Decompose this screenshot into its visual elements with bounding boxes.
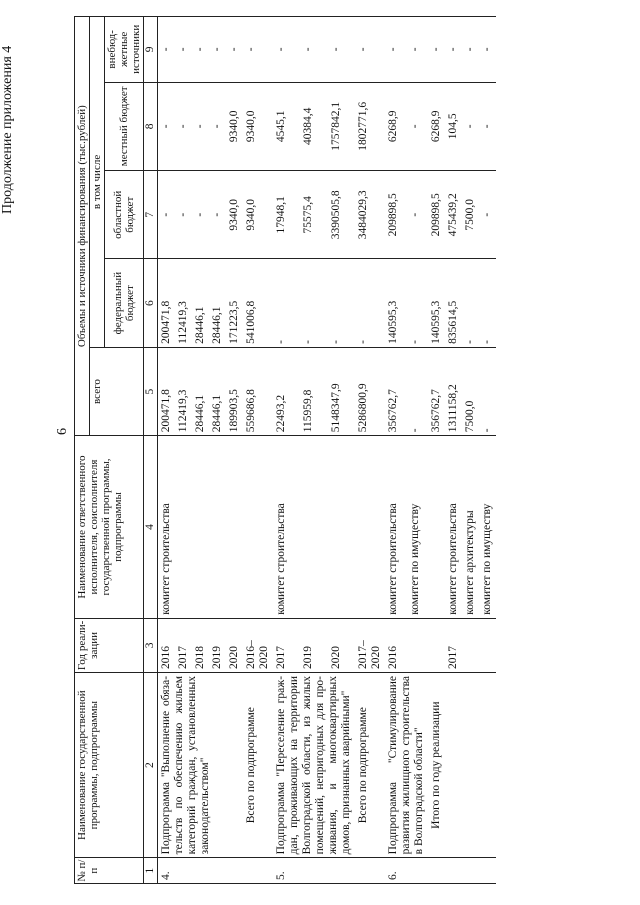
cell-name-empty [445, 672, 496, 857]
cell-local: - [209, 82, 226, 170]
cell-year: 2017 [273, 618, 300, 672]
cell-no: 5. [273, 858, 355, 884]
cell-total: 7500,0 [462, 347, 479, 435]
cn-4: 4 [144, 436, 158, 619]
cell-local: - [462, 82, 479, 170]
cell-executor: комитет строительства [158, 436, 244, 619]
cell-total: 5148347,9 [328, 347, 355, 435]
cell-regional: 9340,0 [226, 171, 243, 259]
cell-total: - [479, 347, 496, 435]
cell-year: 2018 [192, 618, 209, 672]
header-row-1 [75, 17, 90, 884]
cell-extra: - [428, 17, 445, 83]
cell-year: 2017 [175, 618, 192, 672]
cell-no-empty [355, 858, 385, 884]
cell-total: 28446,1 [192, 347, 209, 435]
cell-total: 28446,1 [209, 347, 226, 435]
page-number: 6 [55, 428, 70, 435]
cell-federal: 28446,1 [192, 259, 209, 347]
cell-extra: - [273, 17, 300, 83]
cell-regional: - [192, 171, 209, 259]
cell-regional: - [209, 171, 226, 259]
cell-federal: - [462, 259, 479, 347]
cell-regional: - [158, 171, 176, 259]
th-executor: Наименование ответственного исполнителя, соисполнителя государственной программы, подпрограммы [75, 436, 144, 619]
cell-extra: - [243, 17, 273, 83]
cn-8: 8 [144, 82, 158, 170]
th-regional: областной бюджет [105, 171, 144, 259]
cell-year: 2016–2020 [243, 618, 273, 672]
cell-regional: 7500,0 [462, 171, 479, 259]
cell-total: 5286800,9 [355, 347, 385, 435]
cell-local: 40384,4 [300, 82, 327, 170]
th-year: Год реали-зации [75, 618, 144, 672]
th-volumes: Объемы и источники финансирования (тыс.рублей) [75, 17, 90, 436]
cell-federal: 541006,8 [243, 259, 273, 347]
cell-extra: - [462, 17, 479, 83]
cell-total: 22493,2 [273, 347, 300, 435]
cell-subtotal-label: Всего по подпрограмме [355, 672, 385, 857]
cn-5: 5 [144, 347, 158, 435]
cell-year: 2016 [158, 618, 176, 672]
cell-total: 1311158,2 [445, 347, 462, 435]
cell-federal: 835614,5 [445, 259, 462, 347]
cell-year-empty [428, 618, 445, 672]
cell-executor-empty [243, 436, 273, 619]
cell-federal: - [300, 259, 327, 347]
cell-local: 9340,0 [243, 82, 273, 170]
cell-executor: комитет строительства [273, 436, 355, 619]
col-number-row [144, 17, 158, 884]
cell-total: - [407, 347, 429, 435]
table-row [445, 17, 462, 884]
cell-year: 2017 [445, 618, 496, 672]
th-name: Наименование государственной программы, подпрограммы [75, 672, 144, 857]
cell-no-empty [428, 858, 445, 884]
cn-9: 9 [144, 17, 158, 83]
cell-local: - [479, 82, 496, 170]
cell-executor: комитет по имуществу [479, 436, 496, 619]
cell-extra: - [328, 17, 355, 83]
cell-name: Подпрограмма "Выполнение обяза-тельств по обеспечению жильем категорий граждан, установленных законодательством" [158, 672, 244, 857]
table-row [355, 17, 385, 884]
th-no: № п/п [75, 858, 144, 884]
cell-federal: 171223,5 [226, 259, 243, 347]
cell-local: - [158, 82, 176, 170]
cell-regional: 9340,0 [243, 171, 273, 259]
cell-total: 115959,8 [300, 347, 327, 435]
cell-regional: 209898,5 [385, 171, 407, 259]
cell-federal: 140595,3 [428, 259, 445, 347]
cell-year: 2019 [300, 618, 327, 672]
cell-regional: 17948,1 [273, 171, 300, 259]
th-total: всего [90, 347, 144, 435]
cell-total: 356762,7 [428, 347, 445, 435]
cell-name: Подпрограмма "Переселение граж-дан, проживающих на территории Волгоградской области, из жилых помещений, непригодных для про-живания, и многоквартирных домов, признанных аварийными" [273, 672, 355, 857]
cell-total: 189903,5 [226, 347, 243, 435]
cell-local: 6268,9 [428, 82, 445, 170]
cell-executor: комитет по имуществу [407, 436, 429, 619]
cell-local: 1802771,6 [355, 82, 385, 170]
cell-total: 112419,3 [175, 347, 192, 435]
table-row [158, 17, 176, 884]
cell-year: 2019 [209, 618, 226, 672]
cell-name: Подпрограмма "Стимулирование развития жилищного строительства в Волгоградской области" [385, 672, 428, 857]
cell-itogo-label: Итого по году реализации [428, 672, 445, 857]
cell-no-empty [243, 858, 273, 884]
cell-executor: комитет архитектуры [462, 436, 479, 619]
cell-regional: - [479, 171, 496, 259]
cell-regional: 475439,2 [445, 171, 462, 259]
cell-local: 104,5 [445, 82, 462, 170]
cell-regional: 3390505,8 [328, 171, 355, 259]
cell-year: 2020 [226, 618, 243, 672]
cell-executor: комитет строительства [445, 436, 462, 619]
cell-total: 559686,8 [243, 347, 273, 435]
cell-executor: комитет строительства [385, 436, 407, 619]
cell-federal: - [273, 259, 300, 347]
cell-extra: - [158, 17, 176, 83]
cell-total: 356762,7 [385, 347, 407, 435]
cn-3: 3 [144, 618, 158, 672]
cell-federal: - [479, 259, 496, 347]
cn-6: 6 [144, 259, 158, 347]
cell-executor-empty [355, 436, 385, 619]
cell-regional: - [175, 171, 192, 259]
cell-federal: - [328, 259, 355, 347]
cell-total: 200471,8 [158, 347, 176, 435]
cell-extra: - [407, 17, 429, 83]
cell-extra: - [385, 17, 407, 83]
cell-executor-empty [428, 436, 445, 619]
cell-extra: - [209, 17, 226, 83]
cell-subtotal-label: Всего по подпрограмме [243, 672, 273, 857]
cn-7: 7 [144, 171, 158, 259]
cell-no-empty [445, 858, 496, 884]
cell-no: 4. [158, 858, 244, 884]
cell-regional: 75575,4 [300, 171, 327, 259]
cell-local: - [407, 82, 429, 170]
table-row [385, 17, 407, 884]
table-body [158, 17, 497, 884]
cn-2: 2 [144, 672, 158, 857]
cell-year: 2016 [385, 618, 428, 672]
cell-federal: - [407, 259, 429, 347]
th-local: местный бюджет [105, 82, 144, 170]
finance-table [74, 16, 496, 884]
cell-local: 6268,9 [385, 82, 407, 170]
cell-year: 2020 [328, 618, 355, 672]
rotated-table-wrapper [4, 0, 640, 896]
cell-local: - [192, 82, 209, 170]
th-extra: внебюд-жетные источники [105, 17, 144, 83]
cell-local: 4545,1 [273, 82, 300, 170]
cell-local: 9340,0 [226, 82, 243, 170]
cell-federal: 28446,1 [209, 259, 226, 347]
th-federal: федеральный бюджет [105, 259, 144, 347]
cell-extra: - [479, 17, 496, 83]
cell-extra: - [192, 17, 209, 83]
continuation-title: Продолжение приложения 4 [0, 45, 15, 214]
cell-year: 2017–2020 [355, 618, 385, 672]
cell-local: - [175, 82, 192, 170]
table-row [243, 17, 273, 884]
cell-local: 1757842,1 [328, 82, 355, 170]
cell-regional: 209898,5 [428, 171, 445, 259]
cn-1: 1 [144, 858, 158, 884]
cell-extra: - [175, 17, 192, 83]
cell-no: 6. [385, 858, 428, 884]
cell-federal: - [355, 259, 385, 347]
cell-regional: - [407, 171, 429, 259]
cell-federal: 200471,8 [158, 259, 176, 347]
cell-extra: - [226, 17, 243, 83]
table-row [273, 17, 300, 884]
cell-extra: - [355, 17, 385, 83]
cell-federal: 140595,3 [385, 259, 407, 347]
cell-regional: 3484029,3 [355, 171, 385, 259]
th-incl: в том числе [90, 17, 105, 348]
cell-extra: - [445, 17, 462, 83]
cell-federal: 112419,3 [175, 259, 192, 347]
table-row [428, 17, 445, 884]
cell-extra: - [300, 17, 327, 83]
